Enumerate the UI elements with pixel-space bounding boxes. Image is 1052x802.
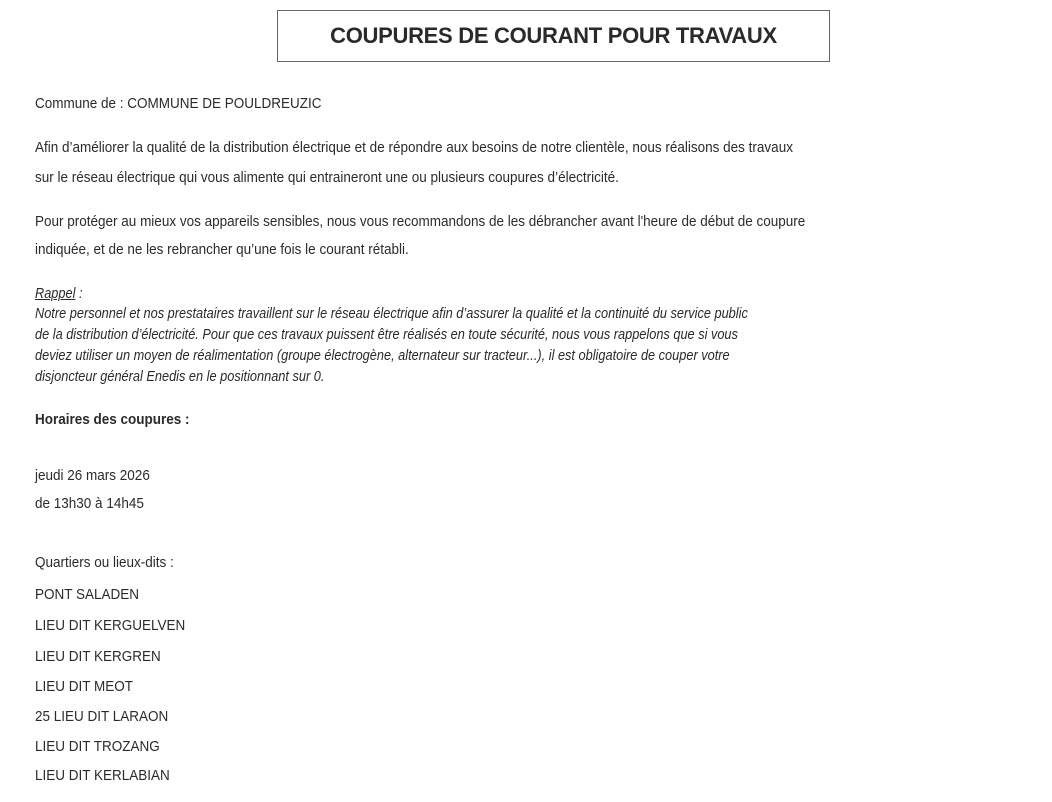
rappel-line: deviez utiliser un moyen de réalimentation (groupe électrogène, alternateur sur tracteur...), il est obligatoire de couper votre <box>35 348 730 364</box>
location-item: LIEU DIT TROZANG <box>35 738 160 755</box>
location-item: LIEU DIT MEOT <box>35 678 134 695</box>
location-item: 25 LIEU DIT LARAON <box>35 708 169 725</box>
rappel-colon: : <box>75 286 83 302</box>
intro-line: sur le réseau électrique qui vous alimente qui entraineront une ou plusieurs coupures d’électricité. <box>35 169 619 186</box>
advice-line: Pour protéger au mieux vos appareils sensibles, nous vous recommandons de les débrancher avant l'heure de début de coupure <box>35 213 806 230</box>
location-item: LIEU DIT KERGREN <box>35 648 161 665</box>
location-item: PONT SALADEN <box>35 586 140 603</box>
location-item: LIEU DIT KERGUELVEN <box>35 617 186 634</box>
location-item: LIEU DIT KERLABIAN <box>35 767 170 784</box>
intro-line: Afin d’améliorer la qualité de la distribution électrique et de répondre aux besoins de notre clientèle, nous réalisons des travaux <box>35 139 793 156</box>
rappel-heading <box>35 285 83 303</box>
page-title: COUPURES DE COURANT POUR TRAVAUX <box>330 23 777 48</box>
rappel-line: Notre personnel et nos prestataires travaillent sur le réseau électrique afin d’assurer la qualité et la continuité du service public <box>35 306 748 322</box>
schedule-date: jeudi 26 mars 2026 <box>35 467 150 484</box>
commune-line: Commune de : COMMUNE DE POULDREUZIC <box>35 95 322 112</box>
title-box <box>277 10 830 62</box>
schedule-heading: Horaires des coupures : <box>35 411 190 428</box>
rappel-line: de la distribution d’électricité. Pour que ces travaux puissent être réalisés en toute sécurité, nous vous rappelons que si vous <box>35 327 738 343</box>
rappel-line: disjoncteur général Enedis en le positionnant sur 0. <box>35 369 325 385</box>
advice-line: indiquée, et de ne les rebrancher qu’une fois le courant rétabli. <box>35 241 409 258</box>
rappel-label: Rappel <box>35 286 76 302</box>
locations-heading: Quartiers ou lieux-dits : <box>35 554 174 571</box>
schedule-time: de 13h30 à 14h45 <box>35 495 144 512</box>
